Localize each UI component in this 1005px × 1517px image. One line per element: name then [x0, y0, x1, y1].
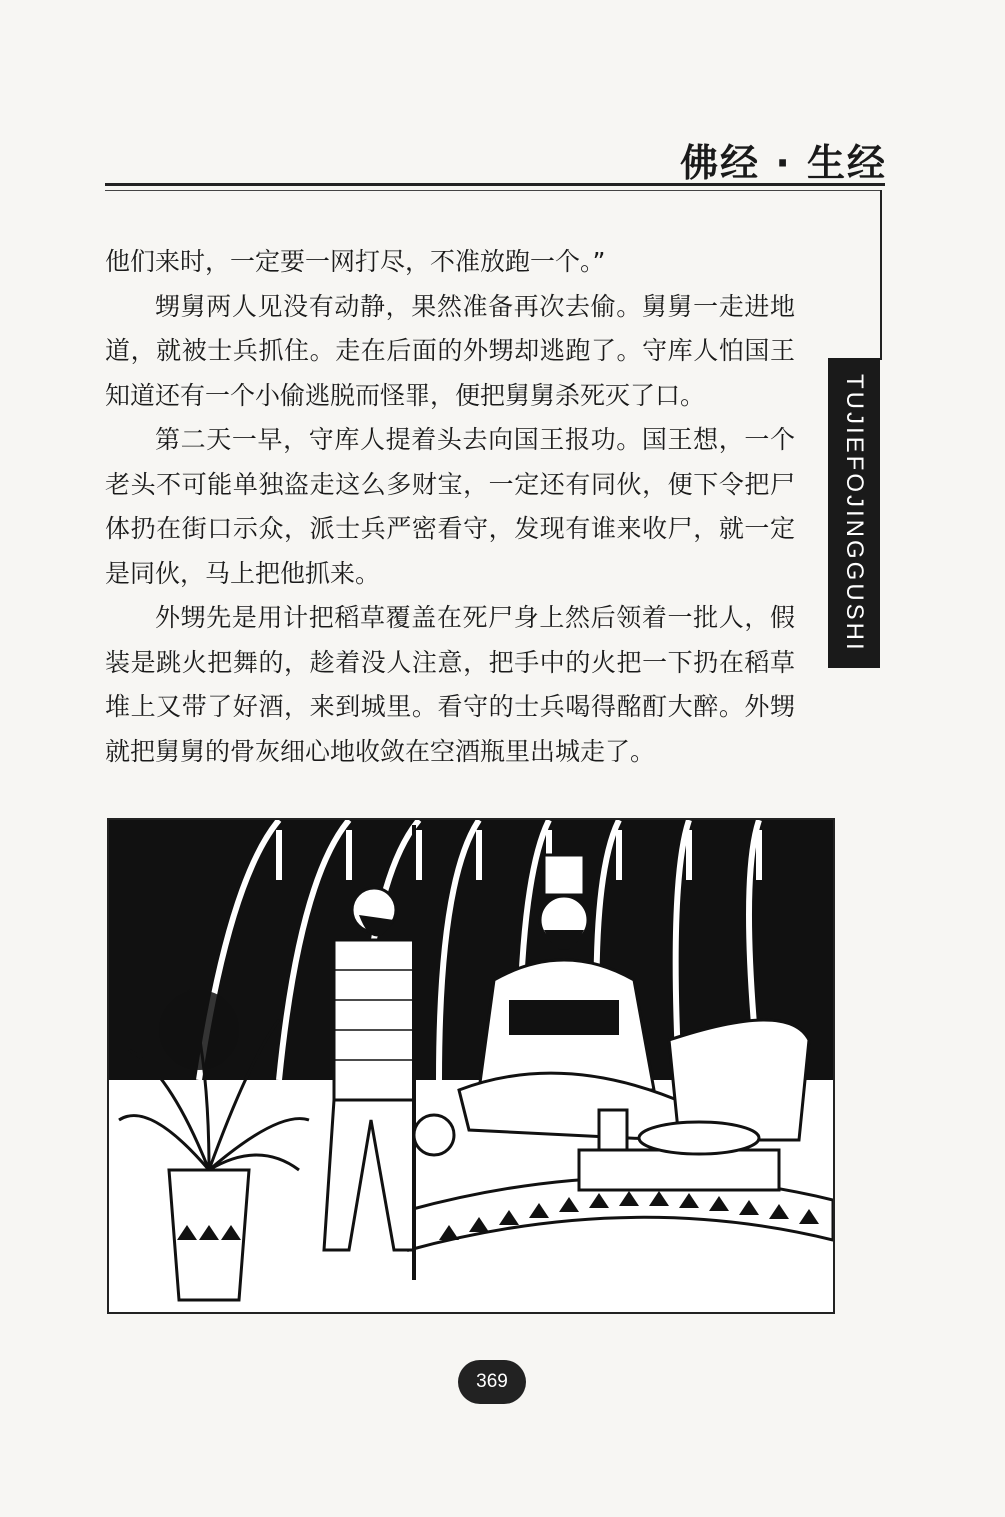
page-number: 369 — [458, 1360, 526, 1404]
side-tab-label: TUJIEFOJINGGUSHI — [841, 373, 868, 653]
paragraph: 第二天一早，守库人提着头去向国王报功。国王想，一个老头不可能单独盗走这么多财宝，一定还有同伙，便下令把尸体扔在街口示众，派士兵严密看守，发现有谁来收尸，就一定是同伙，马上把他抓来。 — [105, 425, 795, 588]
section-title: 佛经 · 生经 — [680, 141, 887, 185]
body-text — [105, 240, 795, 774]
side-tab — [828, 358, 880, 668]
paragraph: 甥舅两人见没有动静，果然准备再次去偷。舅舅一走进地道，就被士兵抓住。走在后面的外甥却逃跑了。守库人怕国王知道还有一个小偷逃脱而怪罪，便把舅舅杀死灭了口。 — [105, 291, 795, 410]
header-rule-vertical — [880, 190, 882, 360]
header-rule — [105, 183, 885, 186]
illustration-drawing — [109, 820, 833, 1312]
header-rule-thin — [105, 190, 881, 191]
illustration — [107, 818, 835, 1314]
paragraph: 他们来时，一定要一网打尽，不准放跑一个。” — [105, 247, 606, 276]
paragraph: 外甥先是用计把稻草覆盖在死尸身上然后领着一批人，假装是跳火把舞的，趁着没人注意，把手中的火把一下扔在稻草堆上又带了好酒，来到城里。看守的士兵喝得酩酊大醉。外甥就把舅舅的骨灰细心地收敛在空酒瓶里出城走了。 — [105, 603, 795, 766]
